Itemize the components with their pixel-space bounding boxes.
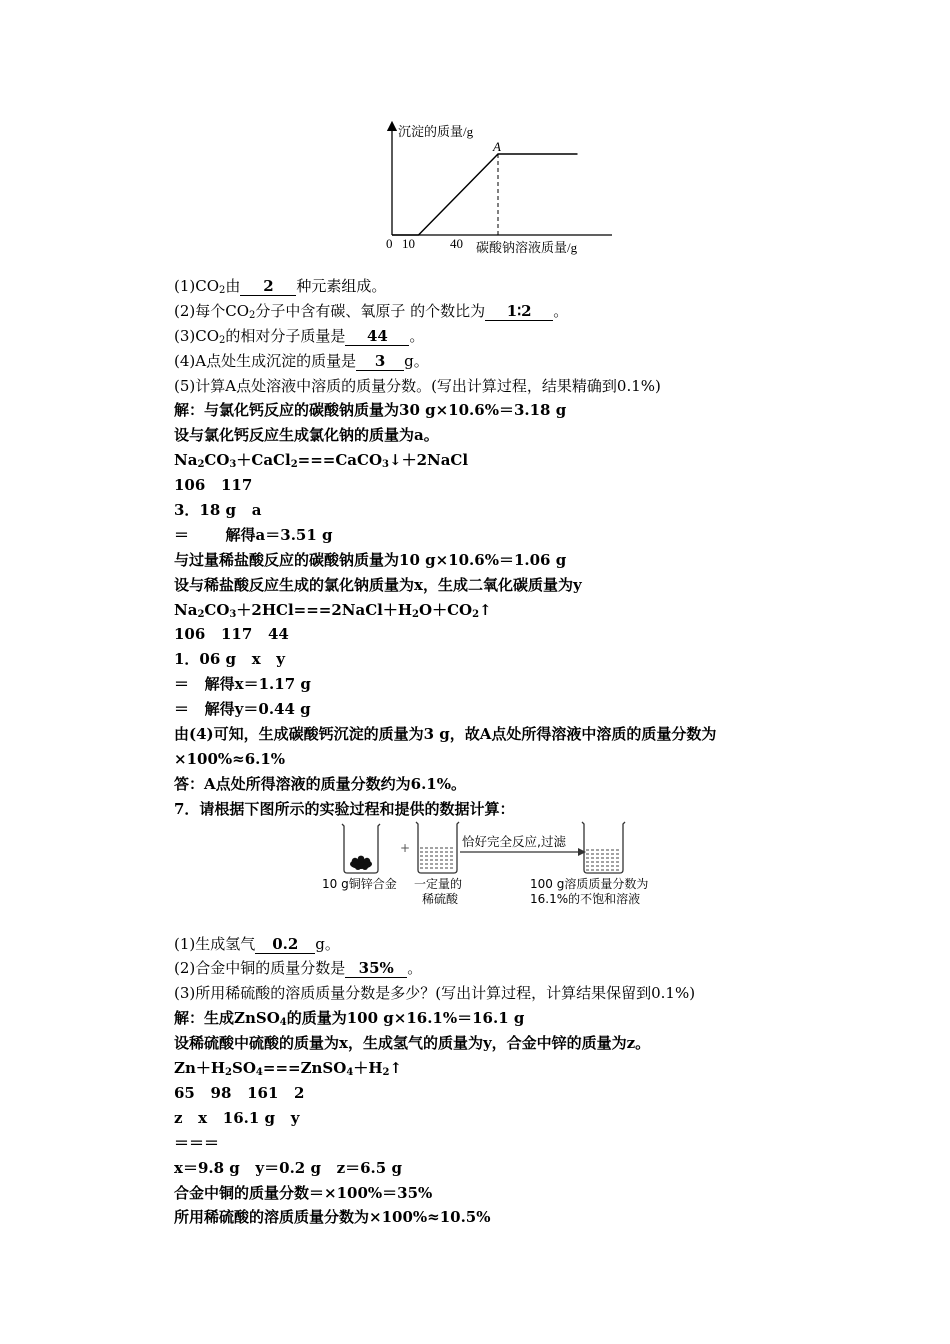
text: (4)A点处生成沉淀的质量是 [174, 351, 357, 370]
sub: 4 [279, 1017, 287, 1029]
equation-line [174, 598, 874, 623]
q6-part1 [174, 274, 874, 299]
text: 。 [409, 326, 425, 345]
answer-blank: 44 [345, 327, 409, 346]
text: ↑ [479, 600, 492, 619]
text: ＋H [353, 1059, 383, 1078]
arrow-head-icon [578, 848, 586, 856]
text: ===ZnSO [262, 1059, 347, 1078]
solution-line: 设与稀盐酸反应生成的氯化钠质量为x，生成二氧化碳质量为y [174, 575, 582, 594]
sub: 2 [249, 309, 256, 321]
experiment-diagram [320, 818, 670, 913]
sub: 2 [472, 608, 480, 620]
solution-line: 与过量稀盐酸反应的碳酸钠质量为10 g×10.6%＝1.06 g [174, 550, 567, 569]
text: (3)CO [174, 326, 220, 345]
solution-line: 所用稀硫酸的溶质质量分数为×100%≈10.5% [174, 1208, 491, 1227]
text: (1)生成氢气 [174, 934, 256, 953]
series-line [392, 154, 578, 235]
equation-line [174, 448, 874, 473]
text: 种元素组成。 [296, 277, 387, 295]
solution-line: 设与氯化钙反应生成氯化钠的质量为a。 [174, 426, 439, 445]
text: ↑ [389, 1059, 403, 1078]
q6-part2 [174, 299, 874, 324]
answer-blank: 2 [240, 277, 296, 296]
text: CO [204, 600, 230, 619]
text: ＋2HCl===2NaCl＋H [236, 600, 413, 619]
solution-line: ×100%≈6.1% [174, 749, 286, 768]
sub: 2 [290, 459, 298, 471]
solution-line: ＝＝＝ [174, 1133, 220, 1152]
solution-line: 1．06 g x y [174, 650, 286, 669]
sub: 2 [197, 608, 205, 620]
text: Na [174, 451, 198, 470]
text: g。 [315, 934, 340, 953]
answer-blank: 0.2 [255, 935, 315, 954]
sub: 3 [229, 459, 237, 471]
caption-acid-2: 稀硫酸 [422, 892, 459, 906]
text: SO [232, 1059, 256, 1078]
q6-part5: (5)计算A点处溶液中溶质的质量分数。(写出计算过程，结果精确到0.1%) [174, 376, 661, 395]
sub: 2 [412, 608, 419, 620]
q7-title: 7．请根据下图所示的实验过程和提供的数据计算： [174, 799, 515, 818]
sub: 3 [382, 459, 389, 471]
text: 。 [553, 301, 569, 320]
solution-answer: 答：A点处所得溶液的质量分数约为6.1%。 [174, 774, 466, 793]
solution-line: 解：与氯化钙反应的碳酸钠质量为30 g×10.6%＝3.18 g [174, 401, 567, 420]
sub: 2 [219, 334, 226, 346]
solution-line: ＝ 解得x＝1.17 g [174, 675, 311, 694]
solution-line: 65 98 161 2 [174, 1083, 305, 1102]
text: 分子中含有碳、氧原子 的个数比为 [255, 301, 486, 320]
q6-part3 [174, 324, 874, 349]
sub: 2 [219, 285, 226, 296]
point-a-label: A [493, 139, 501, 154]
q7-part2 [174, 956, 874, 981]
text: (2)每个CO [174, 301, 250, 320]
text: (1)CO [174, 277, 220, 295]
solution-line [174, 1006, 874, 1031]
solution-line: x＝9.8 g y＝0.2 g z＝6.5 g [174, 1158, 402, 1177]
x-axis-label: 碳酸钠溶液质量/g [476, 240, 578, 255]
text: (2)合金中铜的质量分数是 [174, 959, 346, 978]
text: 由 [225, 277, 241, 295]
caption-product-2: 16.1%的不饱和溶液 [530, 892, 641, 906]
plus-sign: + [400, 841, 411, 855]
text: Na [174, 600, 198, 619]
q7-part3: (3)所用稀硫酸的溶质质量分数是多少？(写出计算过程，计算结果保留到0.1%) [174, 984, 696, 1003]
beaker-alloy [342, 824, 380, 873]
caption-alloy: 10 g铜锌合金 [322, 877, 397, 891]
text: 的质量为100 g×16.1%＝16.1 g [286, 1009, 525, 1028]
solution-line: 合金中铜的质量分数＝×100%＝35% [174, 1183, 433, 1202]
q7-part1 [174, 932, 874, 957]
text: 。 [407, 959, 423, 978]
text: CO [204, 451, 230, 470]
answer-blank: 1∶2 [485, 302, 553, 321]
solution-line: z x 16.1 g y [174, 1108, 300, 1127]
x-tick-10: 10 [402, 236, 415, 251]
x-tick-40: 40 [450, 236, 463, 251]
answer-blank: 35% [345, 959, 407, 978]
y-axis-label: 沉淀的质量/g [398, 124, 474, 139]
solution-line: 3．18 g a [174, 501, 262, 520]
solution-line: 106 117 [174, 476, 253, 495]
solution-line: 设稀硫酸中硫酸的质量为x，生成氢气的质量为y，合金中锌的质量为z。 [174, 1034, 651, 1053]
sub: 2 [225, 1067, 232, 1079]
precipitate-chart [352, 118, 612, 263]
sub: 2 [382, 1067, 390, 1079]
solution-line: ＝ 解得a＝3.51 g [174, 525, 333, 544]
text: ＋CaCl [236, 451, 291, 470]
caption-product-1: 100 g溶质质量分数为 [530, 877, 649, 891]
solution-line: 106 117 44 [174, 625, 289, 644]
text: g。 [404, 351, 429, 370]
text: Zn＋H [174, 1059, 226, 1078]
arrow-label: 恰好完全反应,过滤 [462, 834, 566, 849]
solution-line: 由(4)可知，生成碳酸钙沉淀的质量为3 g，故A点处所得溶液中溶质的质量分数为 [174, 725, 717, 744]
solution-line: ＝ 解得y＝0.44 g [174, 700, 311, 719]
sub: 2 [197, 459, 205, 471]
sub: 4 [346, 1067, 354, 1079]
sub: 3 [229, 608, 237, 620]
sub: 4 [255, 1067, 263, 1079]
text: ↓＋2NaCl [389, 451, 469, 470]
beaker-product [582, 822, 625, 873]
text: 的相对分子质量是 [225, 326, 346, 345]
text: ===CaCO [297, 451, 383, 470]
answer-blank: 3 [356, 352, 404, 371]
text: 解：生成ZnSO [174, 1009, 280, 1028]
origin-label: 0 [386, 236, 393, 251]
solution-text [174, 274, 874, 1230]
beaker-acid [416, 822, 459, 873]
q6-part4 [174, 349, 874, 374]
caption-acid-1: 一定量的 [414, 877, 463, 891]
equation-line [174, 1056, 874, 1081]
text: O＋CO [419, 600, 473, 619]
